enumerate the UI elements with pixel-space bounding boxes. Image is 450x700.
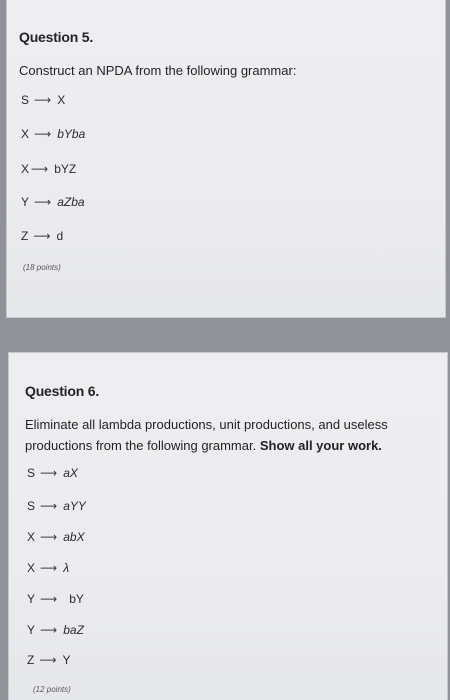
production-row: [21, 162, 76, 176]
production-rhs: bYba: [57, 127, 86, 141]
arrow-icon: ⟶: [31, 162, 49, 176]
production-row: [27, 561, 69, 575]
production-rhs: abX: [63, 530, 85, 544]
production-lhs: S: [27, 499, 36, 513]
question-6-points: (12 points): [33, 685, 71, 694]
production-lhs: S: [27, 466, 36, 480]
production-rhs: baZ: [63, 623, 84, 637]
arrow-icon: ⟶: [33, 229, 51, 243]
arrow-icon: ⟶: [34, 127, 52, 141]
question-6-prompt-text: Eliminate all lambda productions, unit productions, and useless productions from the following grammar.: [25, 417, 388, 453]
production-rhs: X: [57, 93, 66, 107]
production-lhs: X: [27, 530, 36, 544]
production-lhs: Z: [27, 653, 35, 667]
production-lhs: X: [21, 127, 30, 141]
arrow-icon: ⟶: [40, 592, 58, 606]
production-lhs: Y: [21, 195, 30, 209]
production-lhs: X: [21, 162, 30, 176]
arrow-icon: ⟶: [40, 499, 58, 513]
production-row: [21, 93, 65, 107]
production-rhs: d: [56, 229, 64, 243]
production-row: [27, 653, 71, 667]
arrow-icon: ⟶: [34, 93, 52, 107]
arrow-icon: ⟶: [40, 561, 58, 575]
question-6-prompt: [25, 414, 433, 456]
arrow-icon: ⟶: [34, 195, 52, 209]
production-rhs: λ: [63, 561, 70, 575]
arrow-icon: ⟶: [40, 530, 58, 544]
question-6-prompt-emphasis: Show all your work.: [259, 438, 382, 453]
question-5-title: Question 5.: [19, 29, 94, 45]
production-lhs: Y: [27, 592, 36, 606]
production-row: [21, 127, 85, 141]
production-lhs: X: [27, 561, 36, 575]
production-row: [27, 466, 78, 480]
production-row: [27, 530, 85, 544]
arrow-icon: ⟶: [40, 623, 58, 637]
question-6-title: Question 6.: [25, 383, 100, 399]
production-rhs: aYY: [63, 499, 86, 513]
production-rhs: Y: [62, 653, 71, 667]
question-6-card: [8, 352, 448, 700]
production-rhs: aZba: [57, 195, 85, 209]
arrow-icon: ⟶: [39, 653, 57, 667]
arrow-icon: ⟶: [40, 466, 58, 480]
production-lhs: S: [21, 93, 30, 107]
production-rhs: bY: [69, 592, 84, 606]
question-5-points: (18 points): [23, 263, 61, 272]
production-row: [21, 229, 63, 243]
production-row: [27, 623, 84, 637]
production-row: [21, 195, 85, 209]
production-lhs: Y: [27, 623, 36, 637]
question-5-prompt: Construct an NPDA from the following grammar:: [19, 63, 297, 78]
production-row: [27, 499, 86, 513]
production-rhs: bYZ: [54, 162, 77, 176]
production-row: [27, 592, 84, 606]
production-rhs: aX: [63, 466, 78, 480]
production-lhs: Z: [21, 229, 29, 243]
question-5-card: [6, 0, 446, 318]
